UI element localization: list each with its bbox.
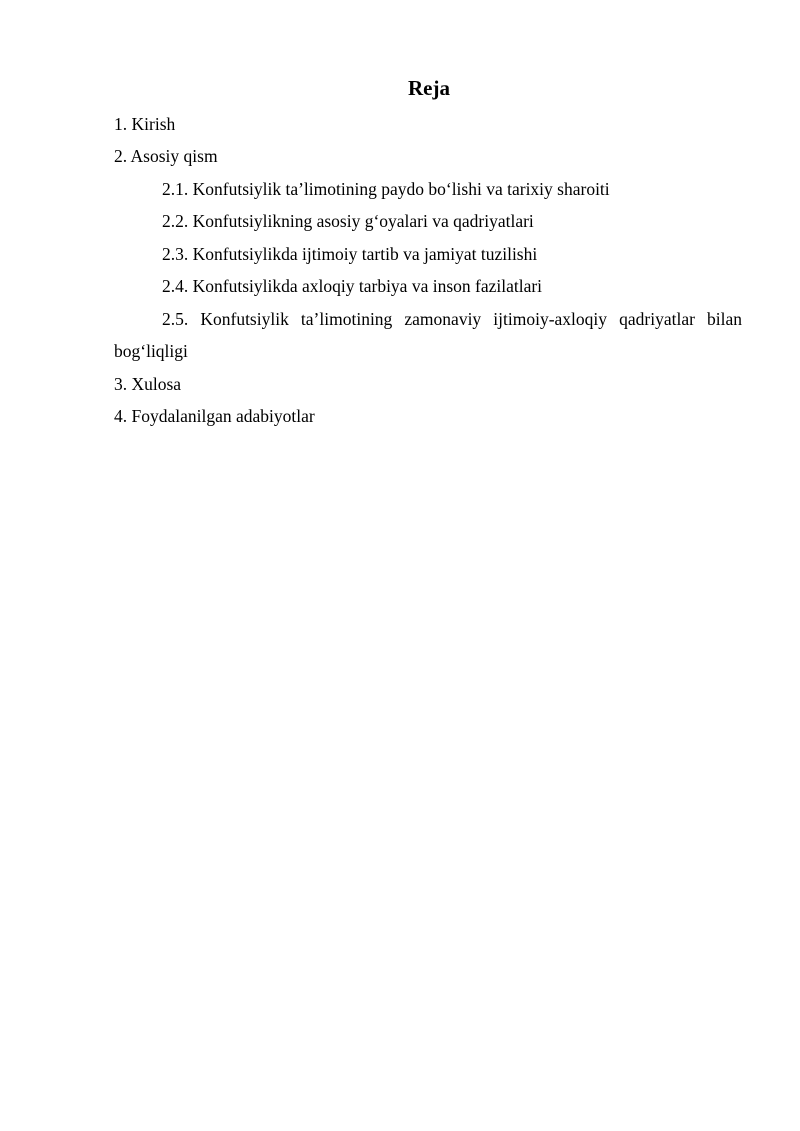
plan-item-2-4: 2.4. Konfutsiylikda axloqiy tarbiya va inson fazilatlari [162,276,543,296]
plan-item-2-3: 2.3. Konfutsiylikda ijtimoiy tartib va jamiyat tuzilishi [162,244,538,264]
plan-item-2-5-continuation: bog‘liqligi [114,341,188,361]
plan-item-2-1: 2.1. Konfutsiylik ta’limotining paydo bo‘lishi va tarixiy sharoiti [162,179,610,199]
plan-item-3: 3. Xulosa [114,374,182,394]
plan-item-4: 4. Foydalanilgan adabiyotlar [114,406,315,426]
plan-item-2-2: 2.2. Konfutsiylikning asosiy g‘oyalari va qadriyatlari [162,211,534,231]
page-title: Reja [408,76,450,100]
plan-item-1: 1. Kirish [114,114,176,134]
plan-item-2-5: 2.5. Konfutsiylik ta’limotining zamonaviy ijtimoiy-axloqiy qadriyatlar bilan [162,309,742,329]
plan-item-2: 2. Asosiy qism [114,146,218,166]
